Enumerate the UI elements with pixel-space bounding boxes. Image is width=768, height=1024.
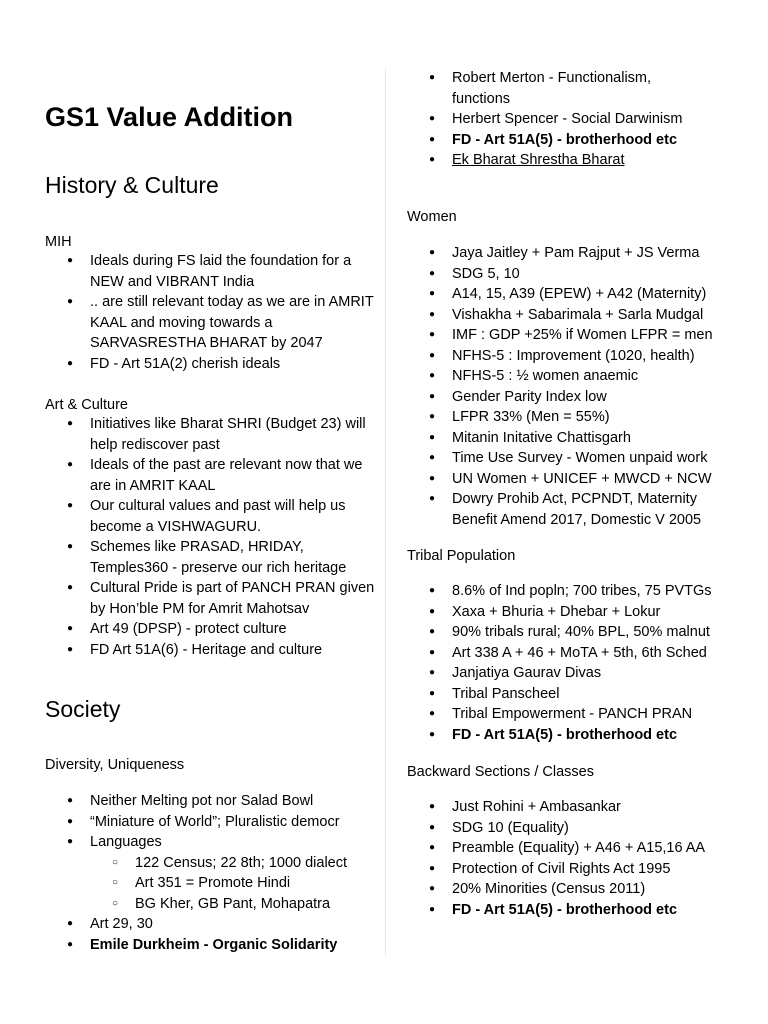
list-item: ● Gender Parity Index low — [407, 387, 747, 408]
list-item: ● Tribal Panscheel — [407, 684, 747, 705]
list-item: ● Art 338 A + 46 + MoTA + 5th, 6th Sched — [407, 643, 747, 664]
list-item: ● FD - Art 51A(5) - brotherhood etc — [407, 130, 707, 151]
list-item: ● Ideals of the past are relevant now that we are in AMRIT KAAL — [45, 455, 375, 496]
column-divider — [385, 68, 386, 956]
list-item: ● Jaya Jaitley + Pam Rajput + JS Verma — [407, 243, 747, 264]
list-item: ● Xaxa + Bhuria + Dhebar + Lokur — [407, 602, 747, 623]
list-item: ● Schemes like PRASAD, HRIDAY, Temples360 - preserve our rich heritage — [45, 537, 375, 578]
list-item: ● 20% Minorities (Census 2011) — [407, 879, 747, 900]
list-item: ● Emile Durkheim - Organic Solidarity — [45, 935, 375, 956]
list-item-label: Languages — [90, 834, 162, 850]
list-item: ● Art 49 (DPSP) - protect culture — [45, 619, 375, 640]
subheading-tribal: Tribal Population — [407, 548, 516, 564]
list-item: ● UN Women + UNICEF + MWCD + NCW — [407, 469, 747, 490]
women-list — [407, 243, 747, 530]
list-item: ● SDG 10 (Equality) — [407, 818, 747, 839]
list-item: ● 8.6% of Ind popln; 700 tribes, 75 PVTGs — [407, 581, 747, 602]
list-item: ● .. are still relevant today as we are in AMRIT KAAL and moving towards a SARVASRESTHA BHARAT by 2047 — [45, 292, 375, 354]
list-item: ● Protection of Civil Rights Act 1995 — [407, 859, 747, 880]
section-heading-history: History & Culture — [45, 172, 219, 198]
list-item: ● Cultural Pride is part of PANCH PRAN given by Hon’ble PM for Amrit Mahotsav — [45, 578, 375, 619]
list-item: ● Dowry Prohib Act, PCPNDT, Maternity Benefit Amend 2017, Domestic V 2005 — [407, 489, 722, 530]
list-item: ● Janjatiya Gaurav Divas — [407, 663, 747, 684]
section-heading-society: Society — [45, 696, 121, 722]
list-item: ● IMF : GDP +25% if Women LFPR = men — [407, 325, 747, 346]
list-item: ● Vishakha + Sabarimala + Sarla Mudgal — [407, 305, 747, 326]
sublist-item: ○ Art 351 = Promote Hindi — [90, 873, 375, 894]
list-item — [45, 832, 375, 914]
list-item: ● Herbert Spencer - Social Darwinism — [407, 109, 707, 130]
subheading-diversity: Diversity, Uniqueness — [45, 757, 185, 773]
art-culture-list — [45, 414, 375, 660]
list-item: ● Time Use Survey - Women unpaid work — [407, 448, 747, 469]
list-item: ● FD - Art 51A(2) cherish ideals — [45, 354, 375, 375]
tribal-list — [407, 581, 747, 745]
subheading-backward: Backward Sections / Classes — [407, 764, 594, 780]
list-item: ● SDG 5, 10 — [407, 264, 747, 285]
list-item: ● NFHS-5 : Improvement (1020, health) — [407, 346, 747, 367]
list-item: ● Our cultural values and past will help us become a VISHWAGURU. — [45, 496, 375, 537]
list-item: ● FD - Art 51A(5) - brotherhood etc — [407, 900, 747, 921]
list-item: ● Art 29, 30 — [45, 914, 375, 935]
list-item: ● Mitanin Initative Chattisgarh — [407, 428, 747, 449]
list-item: ● Initiatives like Bharat SHRI (Budget 23) will help rediscover past — [45, 414, 375, 455]
subheading-art-culture: Art & Culture — [45, 397, 128, 413]
sublist-item: ○ 122 Census; 22 8th; 1000 dialect — [90, 853, 375, 874]
sublist-item: ○ BG Kher, GB Pant, Mohapatra — [90, 894, 375, 915]
page-title: GS1 Value Addition — [45, 102, 294, 132]
list-item: ● FD Art 51A(6) - Heritage and culture — [45, 640, 375, 661]
list-item: ● Just Rohini + Ambasankar — [407, 797, 747, 818]
subheading-women: Women — [407, 209, 457, 225]
list-item: ● A14, 15, A39 (EPEW) + A42 (Maternity) — [407, 284, 747, 305]
list-item: ● NFHS-5 : ½ women anaemic — [407, 366, 747, 387]
list-item: ● “Miniature of World”; Pluralistic democr — [45, 812, 375, 833]
list-item: ● LFPR 33% (Men = 55%) — [407, 407, 747, 428]
list-item: ● Preamble (Equality) + A46 + A15,16 AA — [407, 838, 747, 859]
list-item: ● Tribal Empowerment - PANCH PRAN — [407, 704, 747, 725]
list-item: ● FD - Art 51A(5) - brotherhood etc — [407, 725, 747, 746]
list-item — [407, 150, 707, 171]
diversity-list — [45, 791, 375, 955]
society-continued-list — [407, 68, 707, 171]
subheading-mih: MIH — [45, 234, 72, 250]
list-item: ● Robert Merton - Functionalism, functions — [407, 68, 707, 109]
backward-list — [407, 797, 747, 920]
list-item: ● Neither Melting pot nor Salad Bowl — [45, 791, 375, 812]
languages-sublist — [90, 853, 375, 915]
list-item: ● 90% tribals rural; 40% BPL, 50% malnut — [407, 622, 747, 643]
ek-bharat-link[interactable]: Ek Bharat Shrestha Bharat — [452, 152, 625, 168]
list-item: ● Ideals during FS laid the foundation for a NEW and VIBRANT India — [45, 251, 375, 292]
mih-list — [45, 251, 375, 374]
